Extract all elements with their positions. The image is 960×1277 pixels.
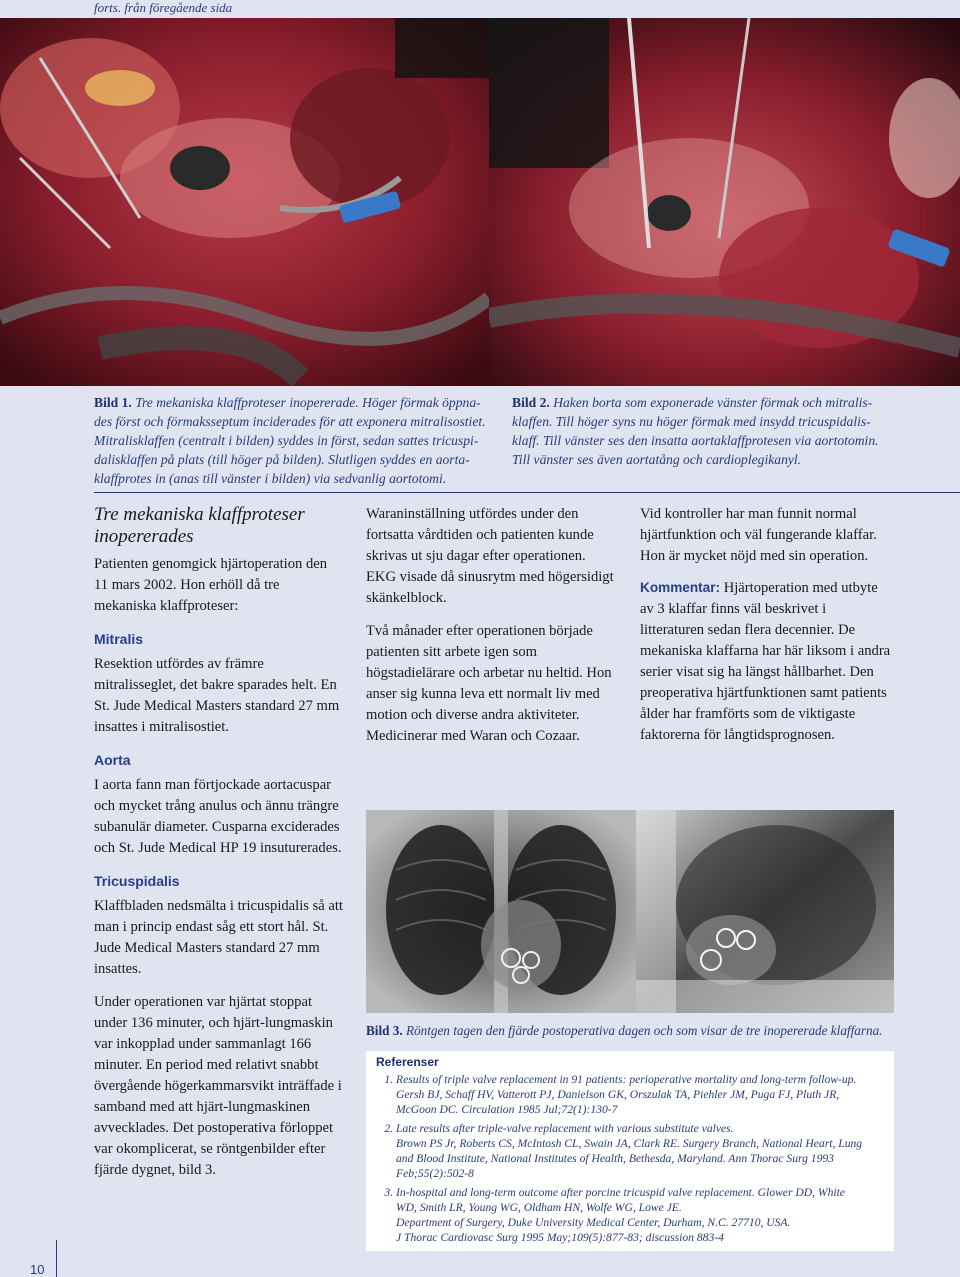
caption-line: Tre mekaniska klaffproteser inopererade. Höger förmak öppna-	[135, 395, 481, 410]
intro-paragraph: Patienten genomgick hjärtoperation den 11 mars 2002. Hon erhöll då tre mekaniska klaffproteser:	[94, 556, 328, 614]
caption-label: Bild 1.	[94, 395, 132, 410]
caption-line: klaff. Till vänster ses den insatta aortaklaffprotesen via aortotomin.	[512, 433, 879, 448]
reference-line: McGoon DC. Circulation 1985 Jul;72(1):130-7	[396, 1103, 618, 1116]
column-1	[94, 504, 344, 1191]
reference-line: 2. Late results after triple-valve replacement with various substitute valves.	[396, 1122, 734, 1135]
paragraph: Två månader efter operationen började patienten sitt arbete igen som högstadielärare och arbetar nu heltid. Hon anser sig kunna leva ett normalt liv med motion och diverse andra aktiviteter. Medicinerar med Waran och Cozaar.	[366, 623, 612, 744]
section-heading-tricuspidalis: Tricuspidalis	[94, 873, 180, 889]
article-title: Tre mekaniska klaffproteser inopererades	[94, 504, 305, 547]
reference-line: and Blood Institute, National Institutes of Health, Bethesda, Maryland. Ann Thorac Surg 1993	[396, 1152, 834, 1165]
reference-line: Gersh BJ, Schaff HV, Vatterott PJ, Danielson GK, Orszulak TA, Piehler JM, Puga FJ, Pluth JR,	[396, 1088, 840, 1101]
reference-item	[396, 1121, 884, 1181]
operation-paragraph: Under operationen var hjärtat stoppat under 136 minuter, och hjärt-lungmaskin var inkopplad under sammanlagt 166 minuter. En period med relativt snabbt övergående högerkammarsvikt inträffade i samband med att hjärt-lungmaskinen avvecklades. Det postoperativa förloppet var okomplicerat, se röntgenbilder efter fjärde dygnet, bild 3.	[94, 994, 342, 1178]
caption-line: dalisklaffen på plats (till höger på bilden). Slutligen syddes en aorta-	[94, 452, 470, 467]
caption-text: Röntgen tagen den fjärde postoperativa dagen och som visar de tre inopererade klaffarna.	[405, 1023, 883, 1038]
section-divider	[94, 492, 960, 493]
column-3	[640, 504, 892, 756]
section-heading-mitralis: Mitralis	[94, 631, 144, 647]
caption-label: Bild 2.	[512, 395, 550, 410]
references-list	[376, 1072, 884, 1245]
references-heading: Referenser	[376, 1055, 439, 1069]
caption-bild-3	[366, 1021, 906, 1040]
caption-line: Mitralisklaffen (centralt i bilden) syddes in först, sedan sattes tricuspi-	[94, 433, 479, 448]
comment-paragraph	[640, 577, 892, 746]
aorta-paragraph: I aorta fann man förtjockade aortacuspar och mycket trång anulus och ännu trängre subanulär diameter. Cusparna exciderades och St. Jude Medical HP 19 insuturerades.	[94, 777, 342, 856]
page-margin-line	[56, 1240, 57, 1277]
surgery-photo-2	[489, 18, 960, 386]
reference-item	[396, 1185, 884, 1245]
reference-line: Brown PS Jr, Roberts CS, McIntosh CL, Swain JA, Clark RE. Surgery Branch, National Heart, Lung	[396, 1137, 863, 1150]
caption-line: klaffen. Till höger syns nu höger förmak med insydd tricuspidalis-	[512, 414, 871, 429]
paragraph: Waraninställning utfördes under den fortsatta vårdtiden och patienten kunde skrivas ut sju dagar efter operationen. EKG visade då sinusrytm med högersidigt skänkelblock.	[366, 506, 614, 606]
reference-item	[396, 1072, 884, 1117]
column-2	[366, 504, 618, 757]
page-number: 10	[30, 1262, 45, 1277]
xray-lateral	[636, 810, 894, 1013]
references-box	[366, 1051, 894, 1251]
xray-frontal	[366, 810, 636, 1013]
reference-line: Department of Surgery, Duke University Medical Center, Durham, N.C. 27710, USA.	[396, 1216, 791, 1229]
comment-keyword: Kommentar:	[640, 580, 721, 595]
reference-line: 3. In-hospital and long-term outcome after porcine tricuspid valve replacement. Glower DD, White	[396, 1186, 845, 1199]
reference-line: J Thorac Cardiovasc Surg 1995 May;109(5):877-83; discussion 883-4	[396, 1231, 724, 1244]
paragraph: Vid kontroller har man funnit normal hjärtfunktion och väl fungerande klaffar. Hon är mycket nöjd med sin operation.	[640, 506, 877, 564]
comment-text: Hjärtoperation med utbyte av 3 klaffar finns väl beskrivet i litteraturen sedan flera decennier. De mekaniska klaffarna har här liksom i andra serier visat sig ha längst hållbarhet. Den preoperativa hjärtfunktionen samt patients ålder har framförts som de viktigaste faktorerna för långtidsprognosen.	[640, 580, 891, 743]
mitralis-paragraph: Resektion utfördes av främre mitralisseglet, det bakre sparades helt. En St. Jude Medical Masters standard 27 mm insattes i mitralisostiet.	[94, 656, 340, 735]
reference-line: Feb;55(2):502-8	[396, 1167, 474, 1180]
tricuspidalis-paragraph: Klaffbladen nedsmälta i tricuspidalis så att man i princip endast såg ett stort hål. St. Jude Medical Masters standard 27 mm insattes.	[94, 898, 343, 977]
caption-line: Till vänster ses även aortatång och cardioplegikanyl.	[512, 452, 802, 467]
caption-line: klaffprotes in (anas till vänster i bilden) via sedvanlig aortotomi.	[94, 471, 447, 486]
reference-line: 1. Results of triple valve replacement in 91 patients: perioperative mortality and long-term follow-up.	[396, 1073, 857, 1086]
caption-bild-2	[512, 393, 912, 469]
caption-label: Bild 3.	[366, 1023, 403, 1038]
caption-line: Haken borta som exponerade vänster förmak och mitralis-	[553, 395, 873, 410]
reference-line: WD, Smith LR, Young WG, Oldham HN, Wolfe WG, Lowe JE.	[396, 1201, 682, 1214]
section-heading-aorta: Aorta	[94, 752, 131, 768]
continued-note: forts. från föregående sida	[94, 0, 233, 15]
caption-line: des först och förmaksseptum inciderades för att exponera mitralisostiet.	[94, 414, 486, 429]
caption-bild-1	[94, 393, 486, 488]
surgery-photo-1	[0, 18, 489, 386]
